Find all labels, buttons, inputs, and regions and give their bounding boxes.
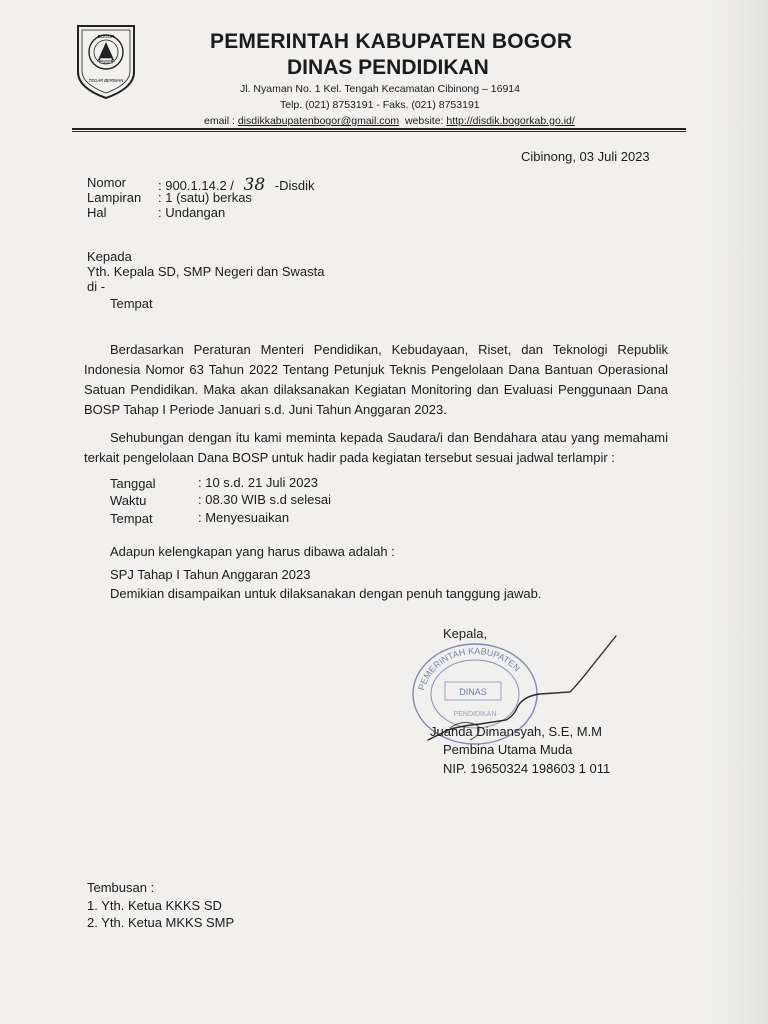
- nomor-handwritten: 38: [243, 175, 266, 195]
- tembusan-item: 1. Yth. Ketua KKKS SD: [87, 898, 222, 913]
- handwritten-signature: [420, 630, 620, 760]
- tembusan-label: Tembusan :: [87, 880, 155, 895]
- schedule-time-label: Waktu: [110, 493, 147, 508]
- logo-text-top: BOGOR: [97, 34, 115, 39]
- letterhead-contact: [204, 115, 575, 127]
- schedule-place-label: Tempat: [110, 511, 153, 526]
- schedule-date-value: : 10 s.d. 21 Juli 2023: [198, 475, 318, 490]
- hal-value: : Undangan: [158, 205, 226, 220]
- body-paragraph-2: Sehubungan dengan itu kami meminta kepada Saudara/i dan Bendahara atau yang memahami terkait pengelolaan Dana BOSP untuk hadir pada kegiatan tersebut sesuai jadwal terlampir :: [84, 430, 668, 465]
- signatory-rank: Pembina Utama Muda: [443, 742, 573, 757]
- bogor-regency-logo: [74, 22, 138, 100]
- signatory-role: Kepala,: [443, 626, 488, 641]
- body-paragraph-1: Berdasarkan Peraturan Menteri Pendidikan, Kebudayaan, Riset, dan Teknologi Republik Indonesia Nomor 63 Tahun 2022 Tentang Petunjuk Teknis Pengelolaan Dana Bantuan Operasional Satuan Pendidikan. Maka akan dilaksanakan Kegiatan Monitoring dan Evaluasi Penggunaan Dana BOSP Tahap I Periode Januari s.d. Juni Tahun Anggaran 2023.: [84, 342, 668, 417]
- recipient-place: Tempat: [110, 296, 153, 311]
- logo-text-mid: KABUPATEN: [97, 59, 115, 63]
- schedule-place-value: : Menyesuaikan: [198, 510, 290, 525]
- signatory-name: Juanda Dimansyah, S.E, M.M: [430, 724, 602, 739]
- tembusan-item: 2. Yth. Ketua MKKS SMP: [87, 915, 235, 930]
- nomor-label: Nomor: [87, 175, 127, 190]
- recipient-di: di -: [87, 279, 106, 294]
- scan-edge-shadow: [708, 0, 768, 1024]
- letterhead-title-government: PEMERINTAH KABUPATEN BOGOR: [210, 30, 573, 53]
- email-link[interactable]: disdikkabupatenbogor@gmail.com: [237, 115, 400, 127]
- nomor-suffix: -Disdik: [274, 178, 315, 193]
- nomor-prefix: : 900.1.14.2 /: [158, 178, 234, 193]
- lampiran-value: : 1 (satu) berkas: [158, 190, 252, 205]
- schedule-date-label: Tanggal: [110, 476, 156, 491]
- letterhead-rule-thick: [72, 128, 686, 130]
- closing-statement: Demikian disampaikan untuk dilaksanakan dengan penuh tanggung jawab.: [110, 586, 542, 601]
- stamp-center-text: DINAS: [459, 687, 487, 697]
- place-date: Cibinong, 03 Juli 2023: [521, 149, 650, 164]
- email-label: email :: [204, 115, 238, 127]
- letterhead-address: Jl. Nyaman No. 1 Kel. Tengah Kecamatan Cibinong – 16914: [240, 83, 520, 95]
- logo-motto: TEGAR BERIMAN: [88, 78, 124, 83]
- recipient-kepada: Kepada: [87, 249, 132, 264]
- stamp-bottom-text: PENDIDIKAN: [453, 711, 497, 718]
- website-link[interactable]: http://disdik.bogorkab.go.id/: [446, 115, 575, 127]
- closing-spj: SPJ Tahap I Tahun Anggaran 2023: [110, 567, 311, 582]
- recipient-name: Yth. Kepala SD, SMP Negeri dan Swasta: [87, 264, 325, 279]
- lampiran-label: Lampiran: [87, 190, 142, 205]
- letterhead-rule-thin: [72, 131, 686, 132]
- website-label: website:: [404, 115, 447, 127]
- schedule-time-value: : 08.30 WIB s.d selesai: [198, 492, 331, 507]
- stamp-ring-text: PEMERINTAH KABUPATEN: [416, 645, 523, 692]
- letterhead-title-agency: DINAS PENDIDIKAN: [287, 56, 489, 79]
- signatory-nip: NIP. 19650324 198603 1 011: [443, 761, 611, 776]
- closing-requirements: Adapun kelengkapan yang harus dibawa adalah :: [110, 544, 395, 559]
- hal-label: Hal: [87, 205, 107, 220]
- letterhead-phone: Telp. (021) 8753191 - Faks. (021) 8753191: [280, 99, 480, 111]
